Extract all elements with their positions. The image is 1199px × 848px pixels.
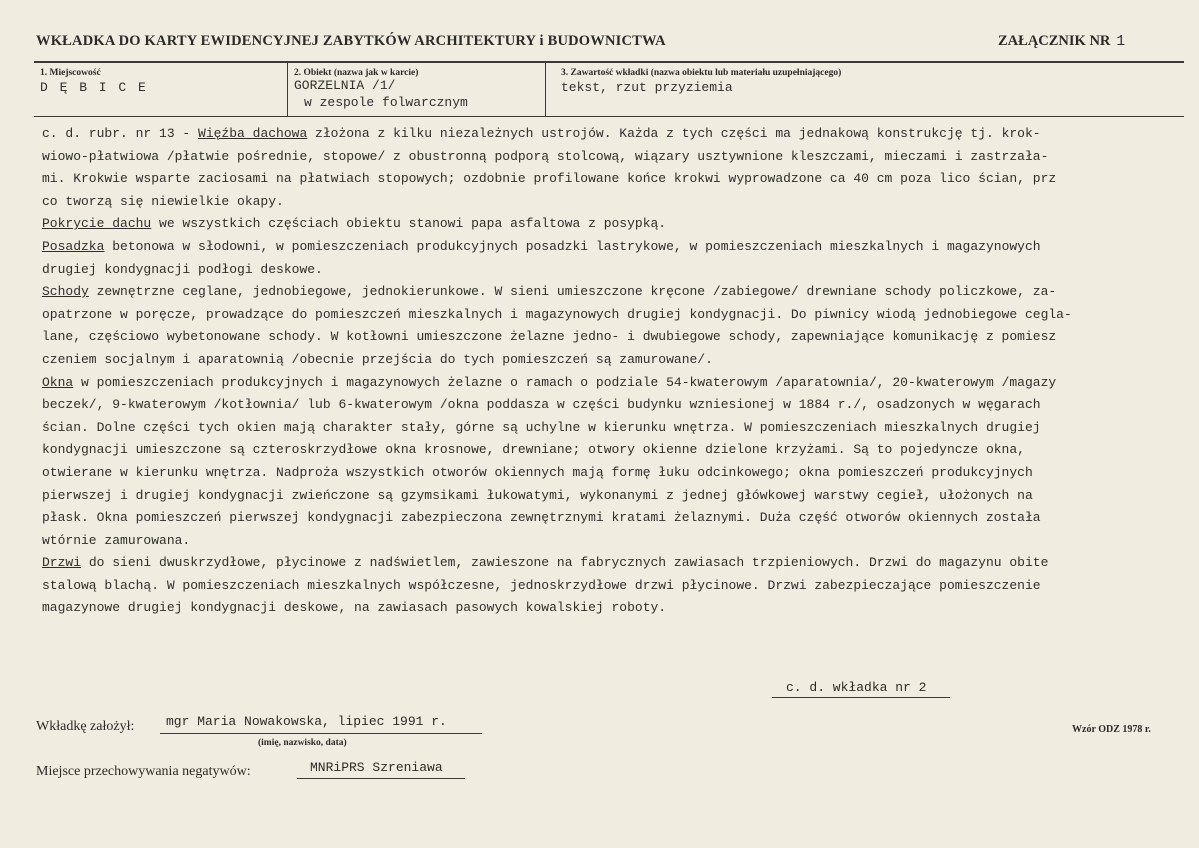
field-divider-2 [545,62,546,116]
text-line: kondygnacji umieszczone są czteroskrzydłowe okna krosnowe, drewniane; otwory okienne dzielone krzyżami. Są to pojedyncze okna, [42,442,1025,458]
text-line: lane, częściowo wybetonowane schody. W kotłowni umieszczone żelazne jedno- i dwubiegowe schody, zapewniające komunikację z pomiesz [42,329,1057,345]
heading-roofing: Pokrycie dachu [42,216,152,232]
text-line: magazynowe drugiej kondygnacji deskowe, na zawiasach pasowych kowalskiej roboty. [42,600,667,616]
text-line: mi. Krokwie wsparte zaciosami na płatwiach stopowych; ozdobnie profilowane końce krokwi wyprowadzone ca 40 cm poza lico ścian, prz [42,171,1057,187]
object-label: 2. Obiekt (nazwa jak w karcie) [294,68,419,78]
form-code: Wzór ODZ 1978 r. [1072,724,1151,735]
text-line: wtórnie zamurowana. [42,532,191,548]
continuation-underline [772,697,950,698]
text-line: otwierane w kierunku wnętrza. Nadproża wszystkich otworów okiennych mają formę łuku odcinkowego; okna pomieszczeń produkcyjnych [42,464,1033,480]
text-line: beczek/, 9-kwaterowym /kotłownia/ lub 6-kwaterowym /okna poddasza w części budynku wzniesionej w 1884 r./, osadzonych w węgarach [42,397,1041,413]
header-top-rule [34,61,1184,63]
heading-windows: Okna [42,374,74,390]
text-line: płask. Okna pomieszczeń pierwszej kondygnacji zabezpieczona zewnętrznymi kratami żelaznymi. Duża część otworów okiennych została [42,510,1041,526]
text-segment: betonowa w słodowni, w pomieszczeniach produkcyjnych posadzki lastrykowe, w pomieszczeniach mieszkalnych i magazynowych [104,238,1041,254]
locality-label: 1. Miejscowość [40,68,101,78]
attachment-number: 1 [1116,34,1126,50]
continuation-note: c. d. wkładka nr 2 [786,680,927,695]
author-label: Wkładkę założył: [36,719,135,734]
content-value: tekst, rzut przyziemia [561,80,733,95]
header-bottom-rule [34,116,1184,117]
text-line: pierwszej i drugiej kondygnacji zwieńczone są gzymsikami łukowatymi, wykonanymi z jednej główkowej warstwy cegieł, ułożonych na [42,487,1033,503]
description-body [42,123,1182,620]
text-line [42,372,1182,395]
author-underline [160,733,482,734]
negatives-value: MNRiPRS Szreniawa [310,760,443,775]
author-value: mgr Maria Nowakowska, lipiec 1991 r. [166,714,447,729]
section-reference: c. d. rubr. nr 13 - [42,126,199,141]
text-segment: w pomieszczeniach produkcyjnych i magazynowych żelazne o ramach o podziale 54-kwaterowym /aparatownia/, 20-kwaterowym /magazy [73,374,1057,390]
text-line [42,213,1182,236]
text-line [42,236,1182,259]
field-divider-1 [287,62,288,116]
content-label: 3. Zawartość wkładki (nazwa obiektu lub materiału uzupełniającego) [561,68,842,78]
heading-roof-truss: Więźba dachowa [198,126,308,141]
heading-floor: Posadzka [42,238,105,254]
attachment-label: ZAŁĄCZNIK NR [998,33,1111,49]
negatives-label: Miejsce przechowywania negatywów: [36,764,251,779]
text-line [42,123,1182,146]
text-line [42,552,1182,575]
text-segment: złożona z kilku niezależnych ustrojów. Każda z tych części ma jednakową konstrukcję tj. krok- [307,126,1041,141]
attachment-label-group [998,33,1125,50]
locality-value: D Ę B I C E [40,80,148,95]
text-line: ścian. Dolne części tych okien mają charakter stały, górne są uchylne w kierunku wnętrza. W pomieszczeniach mieszkalnych drugiej [42,419,1041,435]
card-title: WKŁADKA DO KARTY EWIDENCYJNEJ ZABYTKÓW ARCHITEKTURY i BUDOWNICTWA [36,33,666,49]
text-segment: do sieni dwuskrzydłowe, płycinowe z nadświetlem, zawieszone na fabrycznych zawiasach trzpieniowych. Drzwi do magazynu obite [81,555,1049,571]
text-line: stalową blachą. W pomieszczeniach mieszkalnych współczesne, jednoskrzydłowe drzwi płycinowe. Drzwi zabezpieczające pomieszczenie [42,577,1041,593]
text-line: wiowo-płatwiowa /płatwie pośrednie, stopowe/ z obustronną podporą stolcową, wiązary usztywnione kleszczami, mieczami i zastrzała- [42,148,1049,164]
text-line [42,281,1182,304]
heading-doors: Drzwi [42,555,82,571]
heading-stairs: Schody [42,284,89,300]
object-value-line2: w zespole folwarcznym [304,95,468,110]
text-segment: zewnętrzne ceglane, jednobiegowe, jednokierunkowe. W sieni umieszczone kręcone /zabiegowe/ drewniane schody policzkowe, za- [88,284,1057,300]
text-line: co tworzą się niewielkie okapy. [42,193,284,209]
text-line: czeniem socjalnym i aparatownią /obecnie przejścia do tych pomieszczeń są zamurowane/. [42,351,713,367]
object-value-line1: GORZELNIA /1/ [294,78,396,93]
author-hint: (imię, nazwisko, data) [258,738,347,748]
text-line: drugiej kondygnacji podłogi deskowe. [42,261,323,277]
text-line: opatrzone w poręcze, prowadzące do pomieszczeń mieszkalnych i magazynowych drugiej kondygnacji. Do piwnicy wiodą jednobiegowe cegla- [42,306,1072,322]
negatives-underline [297,778,465,779]
text-segment: we wszystkich częściach obiektu stanowi papa asfaltowa z posypką. [151,216,667,232]
